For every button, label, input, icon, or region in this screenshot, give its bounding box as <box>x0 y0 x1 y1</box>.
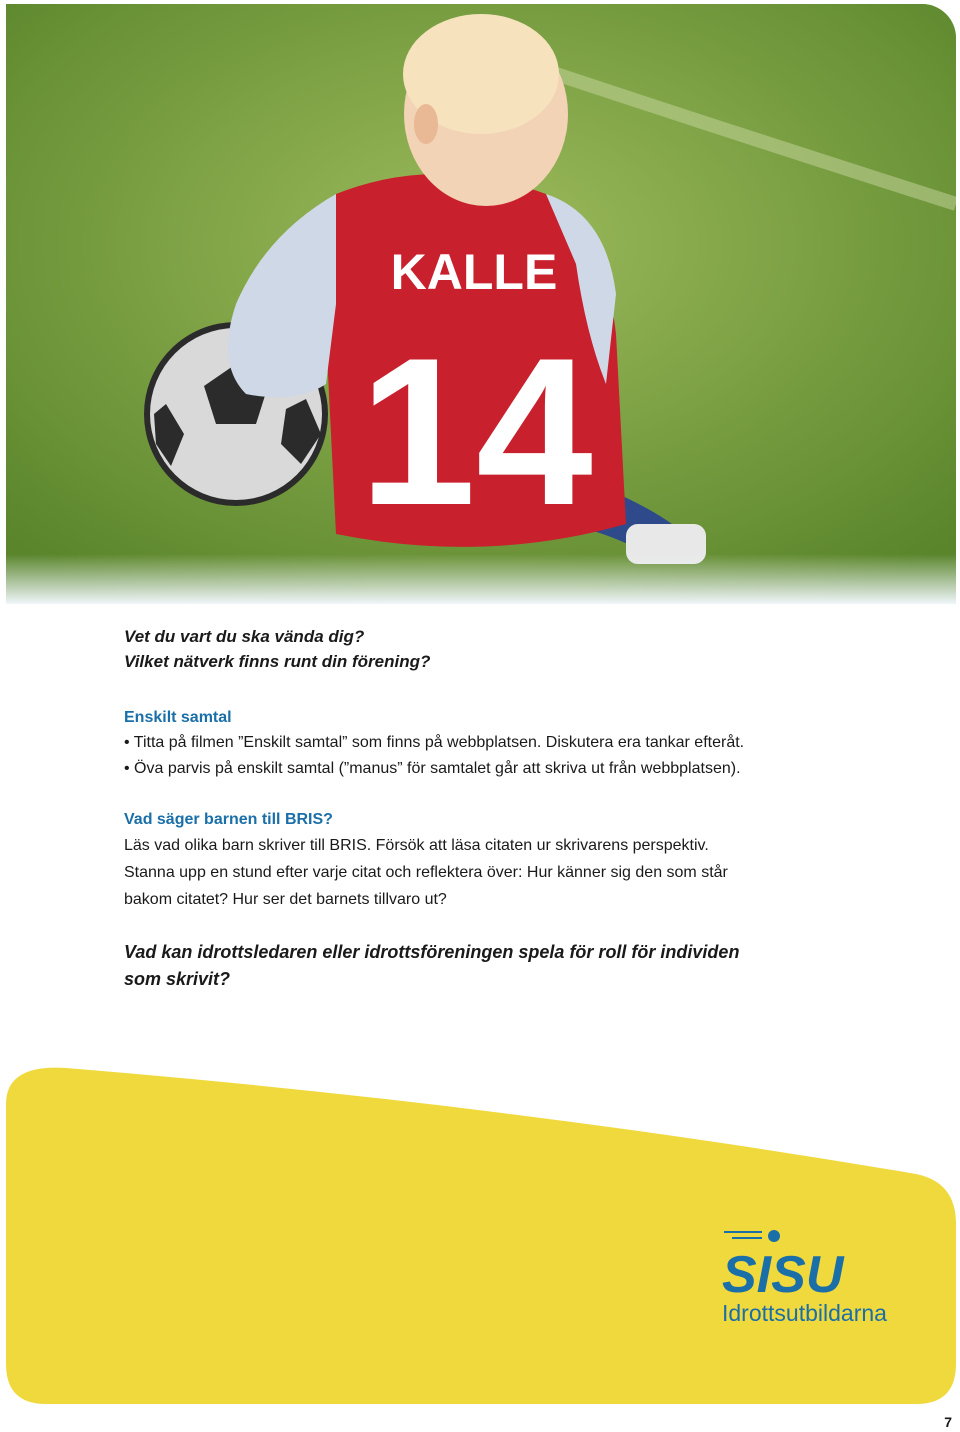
bullet-list <box>124 730 844 782</box>
bullet-item: • Titta på filmen ”Enskilt samtal” som finns på webbplatsen. Diskutera era tankar efteråt. <box>124 730 844 756</box>
main-content <box>124 624 844 993</box>
page-number: 7 <box>944 1414 952 1430</box>
logo-wordmark: SISU <box>722 1246 844 1296</box>
child-football-illustration <box>6 4 956 604</box>
hero-photo <box>6 4 956 604</box>
jersey-name: KALLE <box>390 244 558 300</box>
bris-line-1: Läs vad olika barn skriver till BRIS. Försök att läsa citaten ur skrivarens perspektiv. <box>124 837 709 854</box>
sisu-wordmark-icon <box>722 1228 852 1296</box>
intro-line-1: Vet du vart du ska vända dig? <box>124 627 365 646</box>
section-title-enskilt-samtal: Enskilt samtal <box>124 709 232 726</box>
jersey-number: 14 <box>359 314 593 549</box>
sisu-logo <box>722 1228 912 1326</box>
photo-fade <box>6 554 956 604</box>
bris-line-3: bakom citatet? Hur ser det barnets tillvaro ut? <box>124 891 447 908</box>
logo-subtitle: Idrottsutbildarna <box>722 1300 887 1326</box>
question-line-2: som skrivit? <box>124 969 231 989</box>
section-title-bris: Vad säger barnen till BRIS? <box>124 811 333 828</box>
question-line-1: Vad kan idrottsledaren eller idrottsföreningen spela för roll för individen <box>124 942 740 962</box>
bullet-item: • Öva parvis på enskilt samtal (”manus” för samtalet går att skriva ut från webbplatsen). <box>124 756 844 782</box>
bris-line-2: Stanna upp en stund efter varje citat och reflektera över: Hur känner sig den som står <box>124 864 728 881</box>
intro-line-2: Vilket nätverk finns runt din förening? <box>124 652 431 671</box>
